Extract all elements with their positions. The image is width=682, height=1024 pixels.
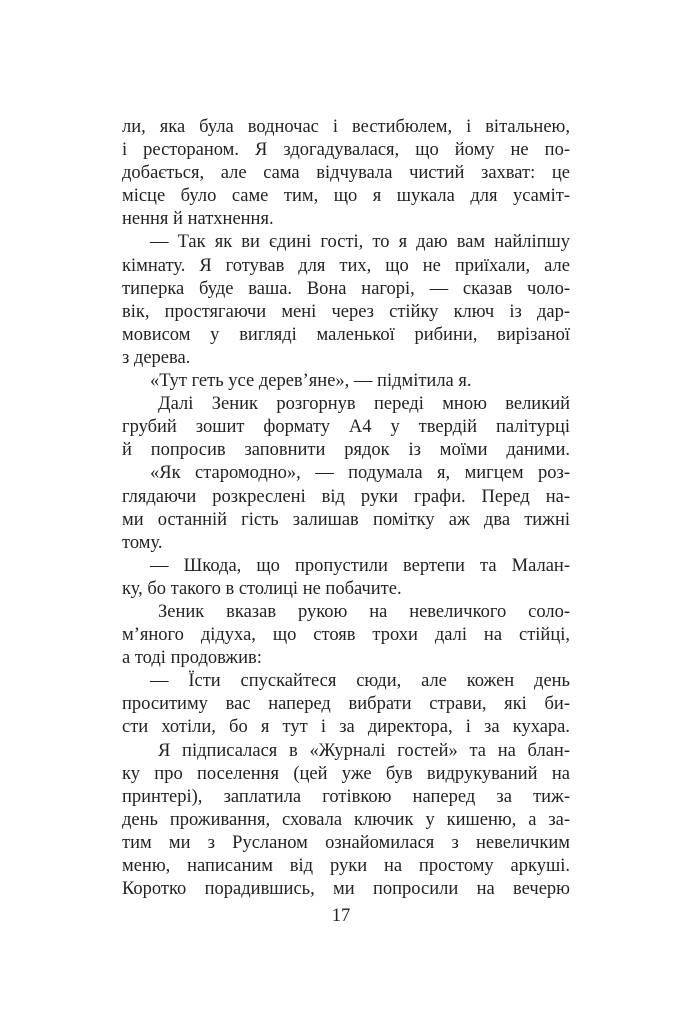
text-line: ми останній гість залишав помітку аж два тижні <box>122 509 570 530</box>
text-line: а тоді продовжив: <box>122 648 262 669</box>
text-line: кімнату. Я готував для тих, що не приїхали, але <box>122 255 570 276</box>
text-line: — Їсти спускайтеся сюди, але кожен день <box>150 671 570 692</box>
text-line: і рестораном. Я здогадувалася, що йому не по- <box>122 140 570 161</box>
text-line: з дерева. <box>122 347 191 368</box>
text-line: сти хотіли, бо я тут і за директора, і за кухара. <box>122 717 570 738</box>
text-line: «Як старомодно», — подумала я, мигцем роз- <box>150 463 570 484</box>
text-line: мовисом у вигляді маленької рибини, вирізаної <box>122 324 570 345</box>
text-line: нення й натхнення. <box>122 209 274 230</box>
text-line: грубий зошит формату А4 у твердій палітурці <box>122 417 570 438</box>
text-line: Коротко порадившись, ми попросили на вечерю <box>122 879 570 900</box>
text-line: Я підписалася в «Журналі гостей» та на блан- <box>158 740 570 761</box>
text-line: тому. <box>122 532 163 553</box>
text-line: тим ми з Русланом ознайомилася з невеличким <box>122 832 570 853</box>
text-line: принтері), заплатила готівкою наперед за тиж- <box>122 786 570 807</box>
text-line: меню, написаним від руки на простому аркуші. <box>122 856 570 876</box>
text-line: — Шкода, що пропустили вертепи та Малан- <box>150 555 570 576</box>
text-line: типерка буде ваша. Вона нагорі, — сказав чоло- <box>122 278 570 299</box>
text-line: Далі Зеник розгорнув переді мною великий <box>158 394 570 415</box>
text-line: ку про поселення (цей уже був видрукуваний на <box>122 763 570 784</box>
text-line: ли, яка була водночас і вестибюлем, і вітальнею, <box>122 117 570 137</box>
text-line: — Так як ви єдині гості, то я даю вам найліпшу <box>150 232 570 253</box>
text-line: й попросив заповнити рядок із моїми даними. <box>122 440 570 461</box>
text-line: вік, простягаючи мені через стійку ключ із дар- <box>122 301 570 322</box>
text-line: проситиму вас наперед вибрати страви, які би- <box>122 694 570 715</box>
text-line: Зеник вказав рукою на невеличкого соло- <box>158 601 570 622</box>
text-line: місце було саме тим, що я шукала для усаміт- <box>122 186 570 207</box>
text-line: «Тут геть усе дерев’яне», — підмітила я. <box>150 371 472 392</box>
page-number: 17 <box>331 906 351 926</box>
text-line: день проживання, сховала ключик у кишеню, а за- <box>122 809 570 830</box>
page-body-text <box>122 116 570 901</box>
text-line: ку, бо такого в столиці не побачите. <box>122 578 402 599</box>
text-line: добається, але сама відчувала чистий захват: це <box>122 163 570 184</box>
text-line: глядаючи розкреслені від руки графи. Перед на- <box>122 486 570 507</box>
text-line: м’яного дідуха, що стояв трохи далі на стійці, <box>122 625 570 646</box>
